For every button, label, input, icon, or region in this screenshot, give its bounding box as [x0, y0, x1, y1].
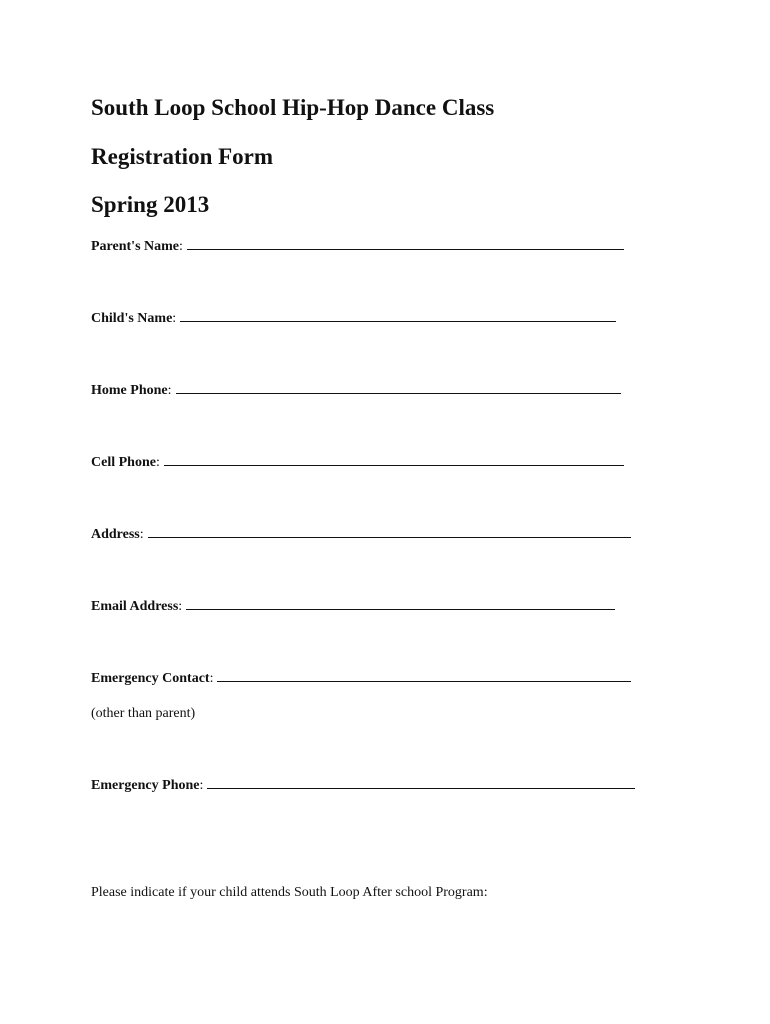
email-address-blank[interactable] [186, 596, 615, 610]
childs-name-label: Child's Name [91, 311, 173, 326]
form-title: South Loop School Hip-Hop Dance Class [91, 95, 495, 120]
parents-name-blank[interactable] [187, 236, 624, 250]
emergency-contact-colon: : [209, 671, 214, 686]
home-phone-colon: : [167, 383, 172, 398]
email-address-colon: : [178, 599, 183, 614]
form-term: Spring 2013 [91, 192, 210, 217]
parents-name-field[interactable] [91, 236, 624, 256]
emergency-phone-blank[interactable] [207, 775, 635, 789]
cell-phone-label: Cell Phone [91, 455, 156, 470]
emergency-contact-note: (other than parent) [91, 706, 196, 721]
home-phone-label: Home Phone [91, 383, 168, 398]
home-phone-blank[interactable] [176, 380, 621, 394]
address-field[interactable] [91, 524, 631, 544]
form-subtitle: Registration Form [91, 144, 274, 169]
childs-name-colon: : [172, 311, 177, 326]
email-address-label: Email Address [91, 599, 179, 614]
parents-name-colon: : [179, 239, 183, 254]
cell-phone-blank[interactable] [164, 452, 624, 466]
childs-name-blank[interactable] [180, 308, 616, 322]
emergency-phone-label: Emergency Phone [91, 778, 200, 793]
emergency-phone-colon: : [199, 778, 204, 793]
after-school-prompt: Please indicate if your child attends South Loop After school Program: [91, 885, 488, 900]
email-address-field[interactable] [91, 596, 615, 616]
emergency-contact-field[interactable] [91, 668, 631, 688]
emergency-contact-label: Emergency Contact [91, 671, 210, 686]
address-colon: : [139, 527, 144, 542]
address-blank[interactable] [148, 524, 631, 538]
parents-name-label: Parent's Name [91, 239, 179, 254]
cell-phone-colon: : [155, 455, 160, 470]
emergency-contact-blank[interactable] [217, 668, 631, 682]
address-label: Address [91, 527, 140, 542]
cell-phone-field[interactable] [91, 452, 624, 472]
emergency-phone-field[interactable] [91, 775, 635, 795]
home-phone-field[interactable] [91, 380, 621, 400]
childs-name-field[interactable] [91, 308, 616, 328]
